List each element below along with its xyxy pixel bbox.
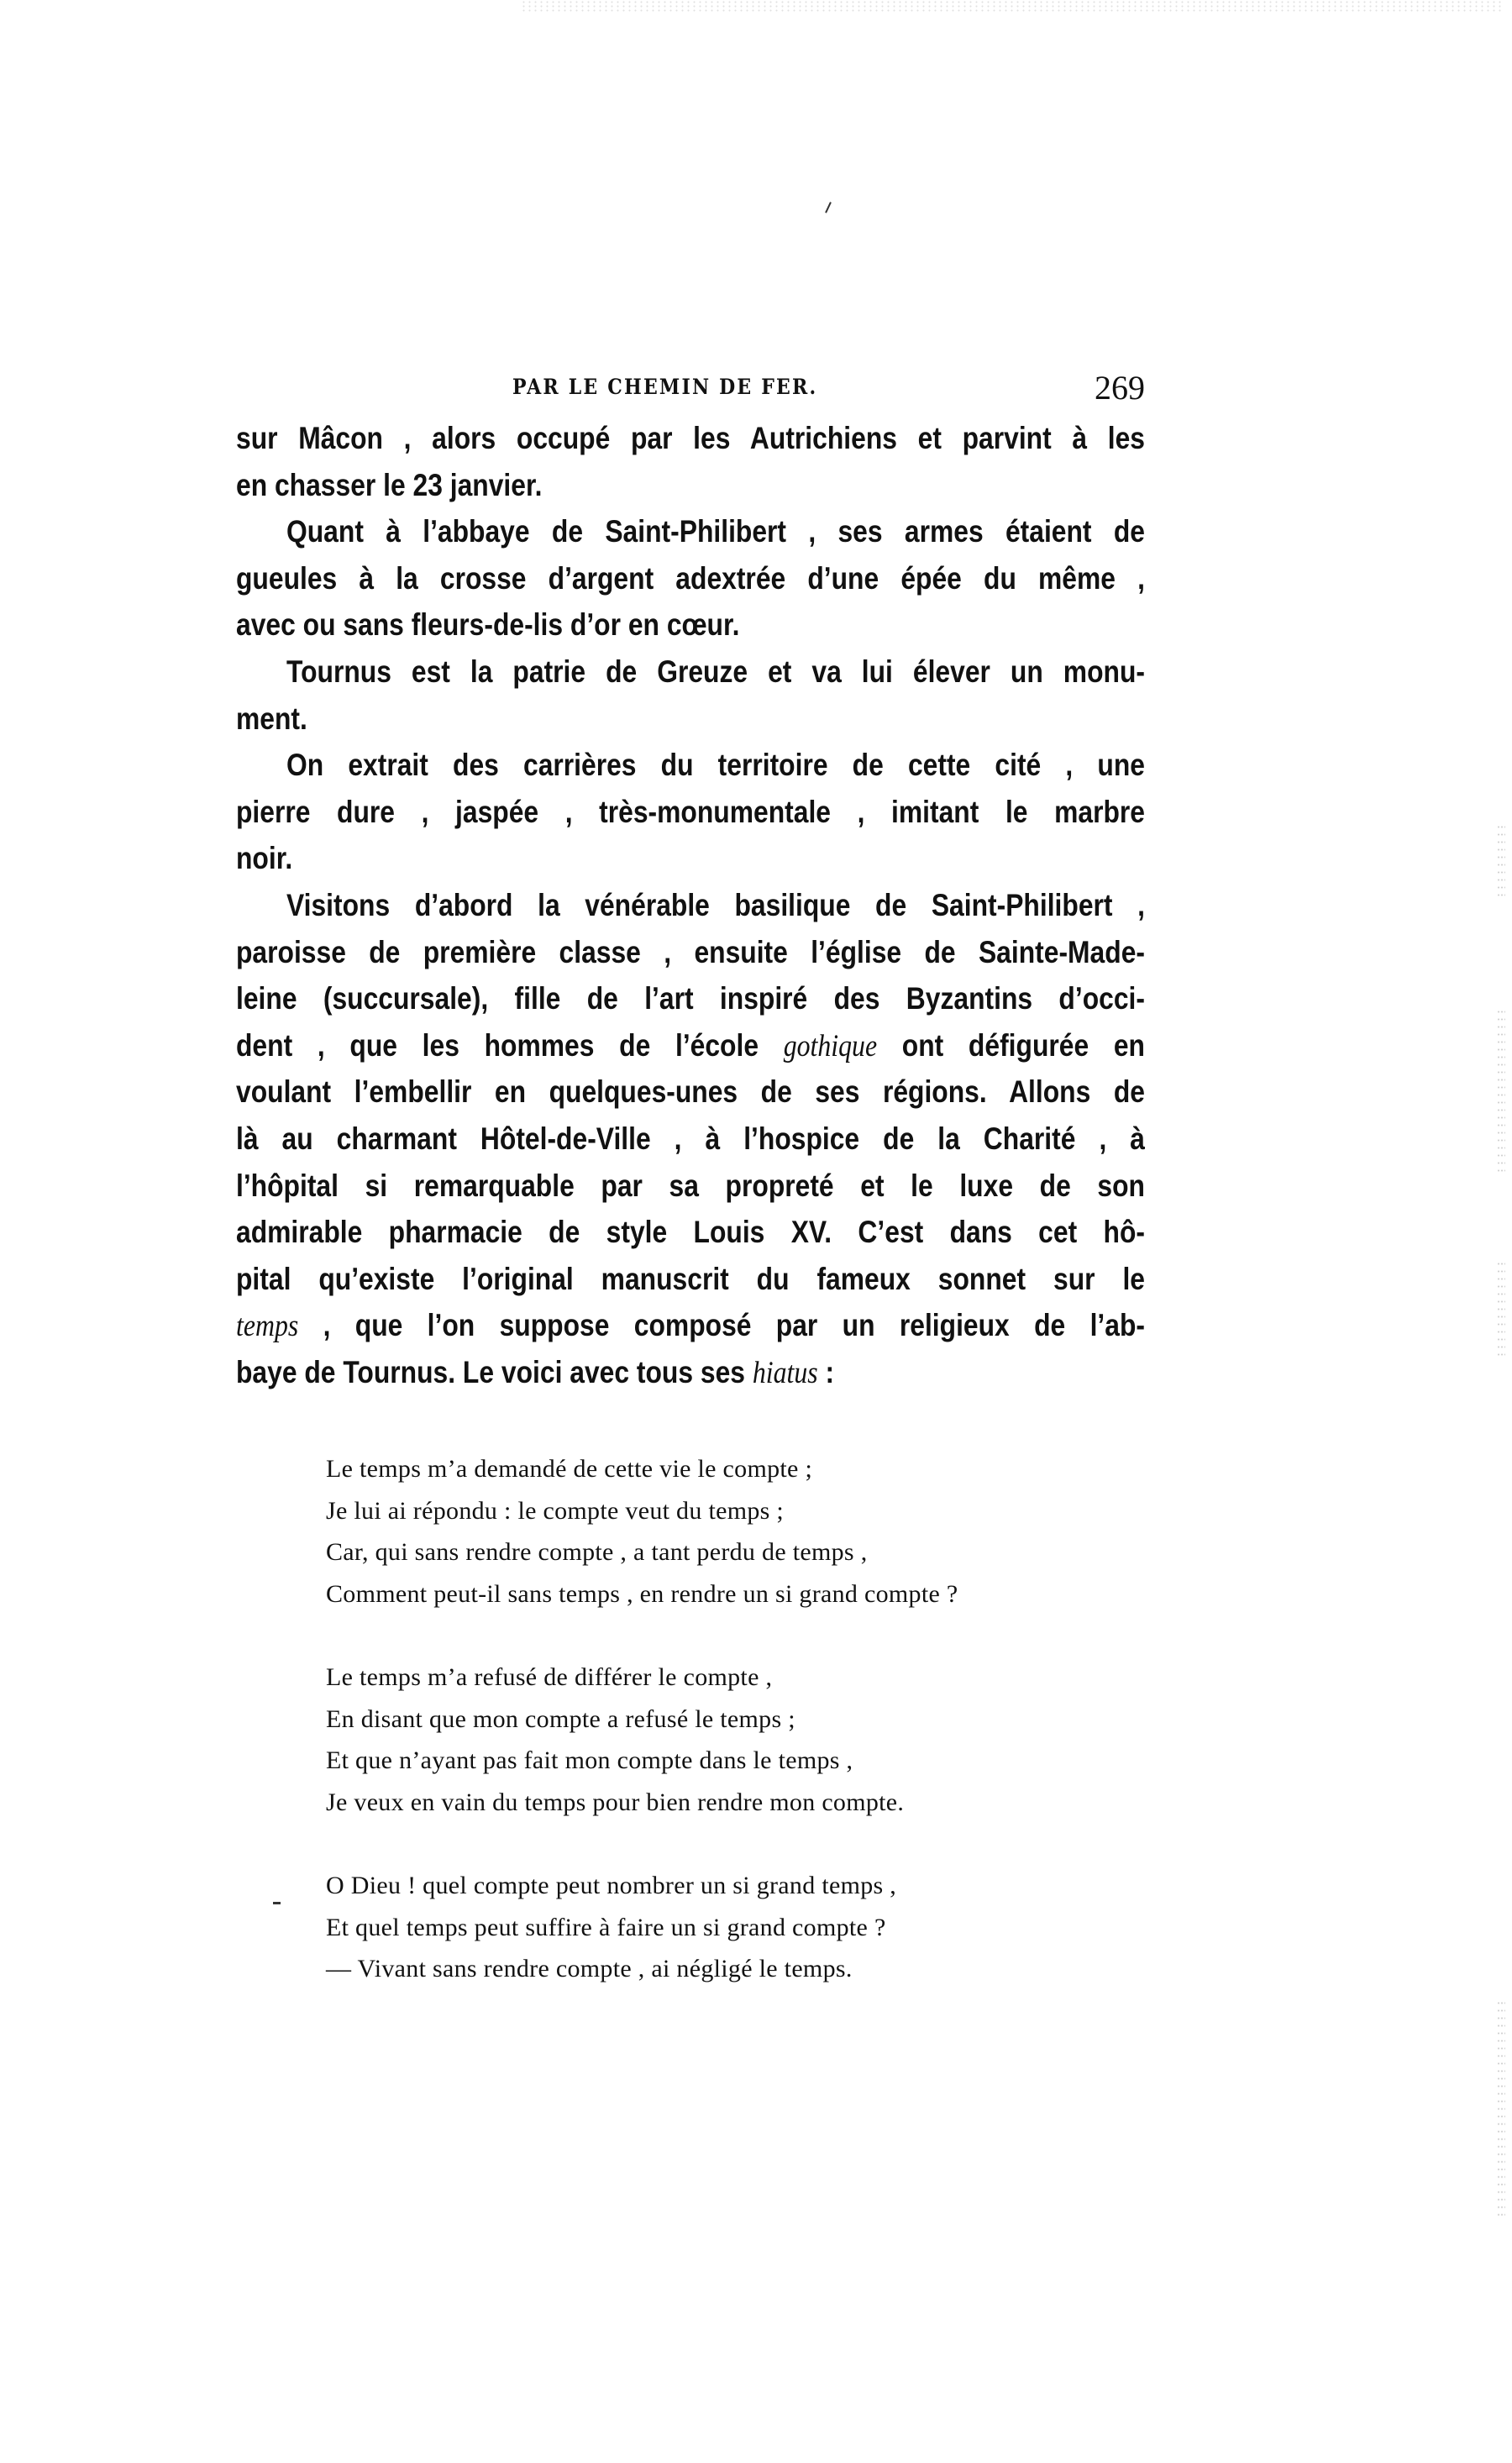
text-line bbox=[236, 1022, 1145, 1069]
text-line: admirable pharmacie de style Louis XV. C’est dans cet hô- bbox=[236, 1215, 1145, 1250]
text-line bbox=[236, 1349, 1018, 1396]
stanza bbox=[326, 1865, 1082, 1990]
page-number: 269 bbox=[1095, 369, 1145, 407]
text-line: voulant l’embellir en quelques-unes de ses régions. Allons de bbox=[236, 1074, 1145, 1110]
verse-line: Et que n’ayant pas fait mon compte dans le temps , bbox=[326, 1746, 853, 1774]
text-line: pital qu’existe l’original manuscrit du fameux sonnet sur le bbox=[236, 1261, 1145, 1296]
text-line: là au charmant Hôtel-de-Ville , à l’hospice de la Charité , à bbox=[236, 1121, 1145, 1156]
scan-edge-artifact bbox=[1497, 1260, 1505, 1361]
text-segment: ont défigurée en bbox=[877, 1027, 1145, 1063]
text-segment: , que l’on suppose composé par un religieux de l’ab- bbox=[298, 1308, 1145, 1343]
text-line: sur Mâcon , alors occupé par les Autrichiens et parvint à les bbox=[236, 421, 1145, 455]
verse-line: Et quel temps peut suffire à faire un si grand compte ? bbox=[326, 1913, 886, 1941]
text-line: paroisse de première classe , ensuite l’église de Sainte-Made- bbox=[236, 934, 1145, 969]
text-line: Quant à l’abbaye de Saint-Philibert , ses armes étaient de bbox=[286, 514, 1145, 549]
stanza bbox=[326, 1448, 1082, 1615]
verse-line: Je lui ai répondu : le compte veut du temps ; bbox=[326, 1496, 785, 1525]
verse-line: Le temps m’a demandé de cette vie le compte ; bbox=[326, 1455, 813, 1483]
text-line: leine (succursale), fille de l’art inspiré des Byzantins d’occi- bbox=[236, 981, 1145, 1016]
stray-mark bbox=[273, 1902, 281, 1904]
scan-edge-artifact bbox=[1497, 1999, 1505, 2218]
text-line bbox=[236, 1302, 1145, 1349]
verse-line: Comment peut-il sans temps , en rendre un si grand compte ? bbox=[326, 1579, 958, 1608]
text-line: pierre dure , jaspée , très-monumentale , imitant le marbre bbox=[236, 794, 1145, 829]
scan-edge-artifact bbox=[1497, 1008, 1505, 1176]
text-line: en chasser le 23 janvier. bbox=[236, 467, 543, 502]
text-segment: baye de Tournus. Le voici avec tous ses bbox=[236, 1354, 753, 1389]
italic-term: hiatus bbox=[752, 1355, 818, 1390]
text-line: Visitons d’abord la vénérable basilique de Saint-Philibert , bbox=[286, 887, 1145, 922]
text-line: noir. bbox=[236, 841, 293, 876]
italic-term: gothique bbox=[783, 1028, 878, 1063]
stanza bbox=[326, 1657, 1082, 1823]
verse-line: O Dieu ! quel compte peut nombrer un si grand temps , bbox=[326, 1872, 897, 1899]
running-head-title: PAR LE CHEMIN DE FER. bbox=[512, 375, 818, 399]
sonnet bbox=[326, 1448, 1082, 1990]
scan-edge-artifact bbox=[1497, 823, 1505, 899]
verse-line: En disant que mon compte a refusé le temps ; bbox=[326, 1704, 795, 1733]
text-segment: : bbox=[817, 1354, 835, 1389]
text-line: gueules à la crosse d’argent adextrée d’une épée du même , bbox=[236, 560, 1145, 596]
verse-line: Le temps m’a refusé de différer le compte , bbox=[326, 1663, 773, 1691]
text-segment: dent , que les hommes de l’école bbox=[236, 1027, 784, 1063]
scan-bleed-artifact bbox=[521, 0, 1504, 12]
italic-term: temps bbox=[236, 1309, 299, 1344]
verse-line: — Vivant sans rendre compte , ai négligé le temps. bbox=[326, 1955, 853, 1982]
text-line: ment. bbox=[236, 701, 307, 736]
running-head bbox=[236, 370, 1145, 410]
text-line: l’hôpital si remarquable par sa propreté et le luxe de son bbox=[236, 1168, 1145, 1203]
text-line: avec ou sans fleurs-de-lis d’or en cœur. bbox=[236, 607, 740, 643]
verse-line: Je veux en vain du temps pour bien rendre mon compte. bbox=[326, 1788, 905, 1816]
text-line: Tournus est la patrie de Greuze et va lui élever un monu- bbox=[286, 654, 1145, 689]
body-text bbox=[236, 415, 1145, 1395]
stray-mark bbox=[825, 202, 832, 213]
verse-line: Car, qui sans rendre compte , a tant perdu de temps , bbox=[326, 1538, 868, 1566]
text-line: On extrait des carrières du territoire de cette cité , une bbox=[286, 748, 1145, 783]
